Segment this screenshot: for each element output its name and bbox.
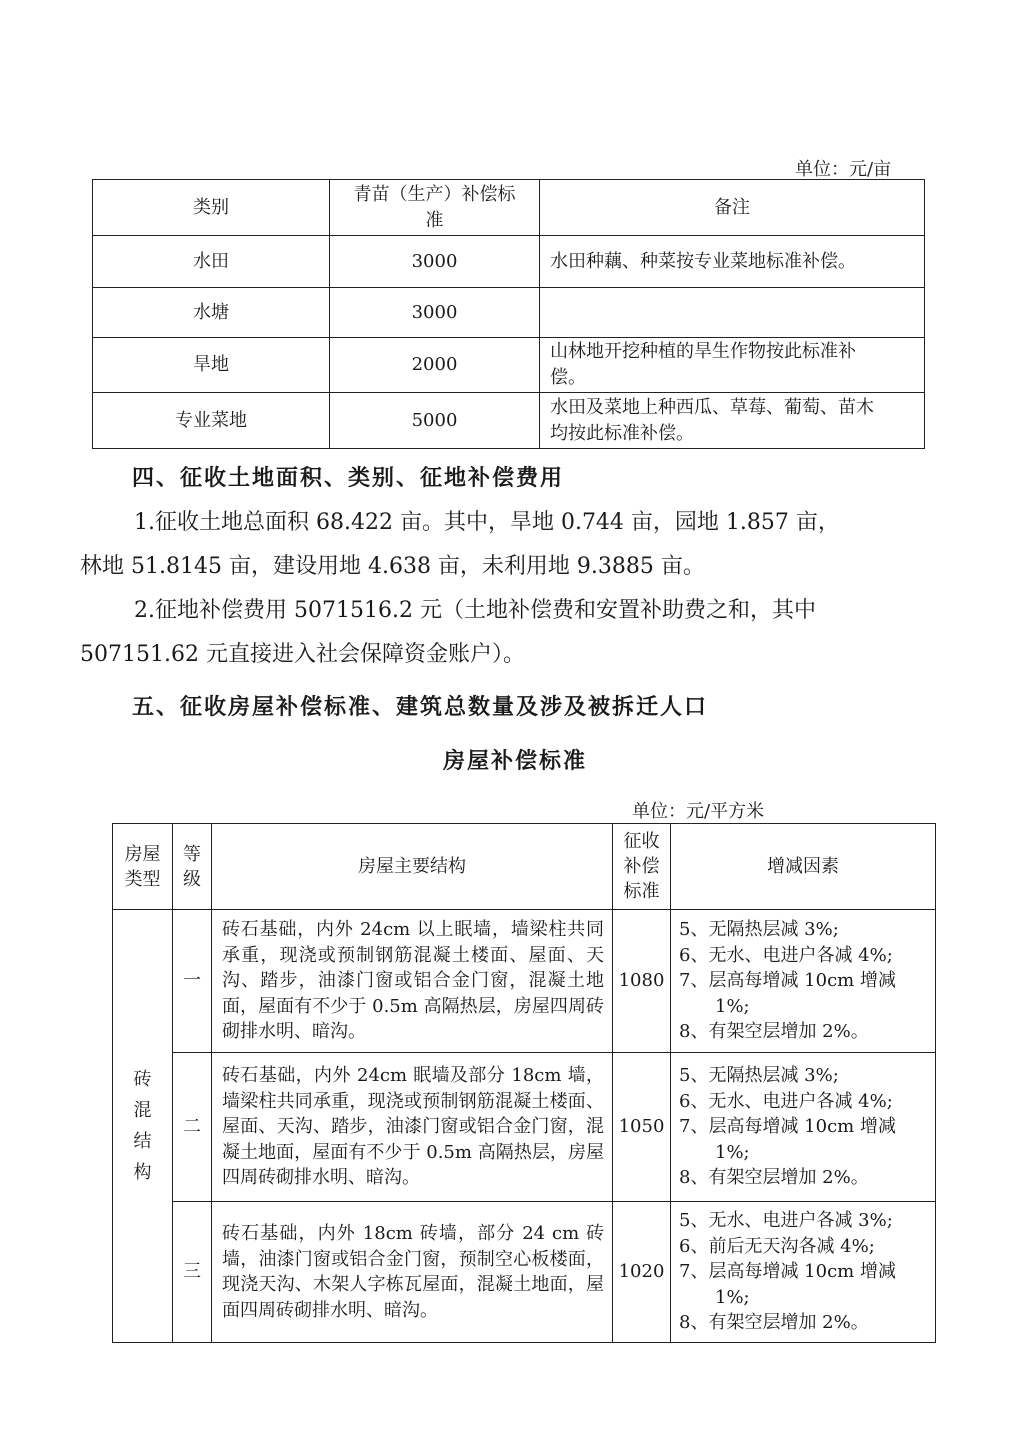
section4-paragraph-1 [80, 501, 972, 589]
house-compensation-title: 房屋补偿标准 [443, 748, 588, 774]
row-category: 水田 [93, 236, 330, 288]
factor-line: 5、无隔热层减 3%; [679, 919, 839, 941]
paragraph-line: 林地 51.8145 亩，建设用地 4.638 亩，未利用地 9.3885 亩。 [80, 554, 705, 579]
table-header-row [113, 824, 936, 910]
section5-heading: 五、征收房屋补偿标准、建筑总数量及涉及被拆迁人口 [132, 694, 709, 720]
header-house-type [113, 824, 173, 910]
factor-line: 6、无水、电进户各减 4%; [679, 944, 893, 966]
table-row [113, 1202, 936, 1343]
structure-cell: 砖石基础，内外 18cm 砖墙，部分 24 cm 砖墙，油漆门窗或铝合金门窗，预制空心板楼面，现浇天沟、木架人字栋瓦屋面，混凝土地面，屋面四周砖砌排水明、暗沟。 [212, 1202, 613, 1343]
note-line: 水田及菜地上种西瓜、草莓、葡萄、苗木 [550, 396, 874, 418]
row-category: 水塘 [93, 288, 330, 338]
standard-cell: 1050 [613, 1053, 671, 1202]
row-note [540, 393, 925, 449]
grade-cell: 三 [173, 1202, 212, 1343]
note-line: 水田种藕、种菜按专业菜地标准补偿。 [550, 250, 856, 272]
table-row [113, 1053, 936, 1202]
header-standard-line2: 准 [425, 209, 444, 231]
paragraph-line: 2.征地补偿费用 5071516.2 元（土地补偿费和安置补助费之和，其中 [134, 598, 816, 623]
factor-line: 1%; [715, 1141, 750, 1163]
house-type-cell [113, 910, 173, 1343]
factor-line: 7、层高每增减 10cm 增减 [679, 1116, 896, 1138]
header-structure: 房屋主要结构 [212, 824, 613, 910]
factor-line: 7、层高每增减 10cm 增减 [679, 970, 896, 992]
header-factors: 增减因素 [671, 824, 936, 910]
row-note [540, 338, 925, 393]
header-line: 补偿 [623, 856, 660, 877]
paragraph-line: 507151.62 元直接进入社会保障资金账户）。 [80, 642, 525, 667]
header-line: 征收 [623, 831, 660, 852]
row-standard: 3000 [330, 288, 540, 338]
factors-cell [671, 910, 936, 1053]
table-header-row [93, 180, 925, 236]
factor-line: 8、有架空层增加 2%。 [679, 1167, 869, 1189]
header-line: 房屋 [124, 843, 161, 865]
factor-line: 8、有架空层增加 2%。 [679, 1312, 869, 1334]
note-line: 均按此标准补偿。 [550, 422, 694, 444]
factor-line: 6、前后无天沟各减 4%; [679, 1235, 875, 1257]
grade-cell: 一 [173, 910, 212, 1053]
grade-cell: 二 [173, 1053, 212, 1202]
house-type-char: 砖 [133, 1069, 152, 1090]
table-row [93, 338, 925, 393]
row-note [540, 236, 925, 288]
factor-line: 6、无水、电进户各减 4%; [679, 1090, 893, 1112]
header-note: 备注 [540, 180, 925, 236]
paragraph-line: 1.征收土地总面积 68.422 亩。其中，旱地 0.744 亩，园地 1.857 亩， [134, 510, 840, 535]
header-line: 等 [183, 843, 201, 865]
note-line: 山林地开挖种植的旱生作物按此标准补 [550, 341, 856, 362]
standard-cell: 1080 [613, 910, 671, 1053]
structure-cell: 砖石基础，内外 24cm 眠墙及部分 18cm 墙，墙梁柱共同承重，现浇或预制钢筋混凝土楼面、屋面、天沟、踏步，油漆门窗或铝合金门窗，混凝土地面，屋面有不少于 0.5m 高隔热层，房屋四周砖砌排水明、暗沟。 [212, 1053, 613, 1202]
row-standard: 3000 [330, 236, 540, 288]
factor-line: 5、无隔热层减 3%; [679, 1065, 839, 1087]
table-row [93, 236, 925, 288]
section4-paragraph-2 [80, 589, 972, 677]
header-line: 标准 [623, 881, 660, 902]
seedling-compensation-table [92, 179, 925, 449]
row-category: 专业菜地 [93, 393, 330, 449]
row-standard: 5000 [330, 393, 540, 449]
house-compensation-table [112, 823, 936, 1343]
structure-cell: 砖石基础，内外 24cm 以上眠墙，墙梁柱共同承重，现浇或预制钢筋混凝土楼面、屋面、天沟、踏步，油漆门窗或铝合金门窗，混凝土地面，屋面有不少于 0.5m 高隔热层，房屋四周砖砌排水明、暗沟。 [212, 910, 613, 1053]
header-line: 级 [183, 868, 201, 890]
standard-cell: 1020 [613, 1202, 671, 1343]
factors-cell [671, 1202, 936, 1343]
factor-line: 1%; [715, 1286, 750, 1308]
row-standard: 2000 [330, 338, 540, 393]
factors-cell [671, 1053, 936, 1202]
header-grade [173, 824, 212, 910]
row-category: 旱地 [93, 338, 330, 393]
note-line: 偿。 [550, 367, 586, 388]
table2-unit: 单位：元/平方米 [632, 801, 765, 822]
table1-unit: 单位：元/亩 [795, 159, 892, 180]
factor-line: 8、有架空层增加 2%。 [679, 1021, 869, 1043]
house-type-char: 混 [133, 1100, 152, 1121]
table-row [93, 288, 925, 338]
house-type-char: 构 [133, 1162, 152, 1183]
table-row [113, 910, 936, 1053]
factor-line: 7、层高每增减 10cm 增减 [679, 1261, 896, 1283]
factor-line: 1%; [715, 995, 750, 1017]
section4-heading: 四、征收土地面积、类别、征地补偿费用 [132, 465, 565, 491]
factor-line: 5、无水、电进户各减 3%; [679, 1210, 893, 1232]
table-row [93, 393, 925, 449]
house-type-char: 结 [133, 1131, 152, 1152]
header-standard-line1: 青苗（生产）补偿标 [353, 183, 516, 205]
header-standard [613, 824, 671, 910]
header-standard [330, 180, 540, 236]
header-category: 类别 [93, 180, 330, 236]
row-note [540, 288, 925, 338]
header-line: 类型 [124, 868, 161, 890]
